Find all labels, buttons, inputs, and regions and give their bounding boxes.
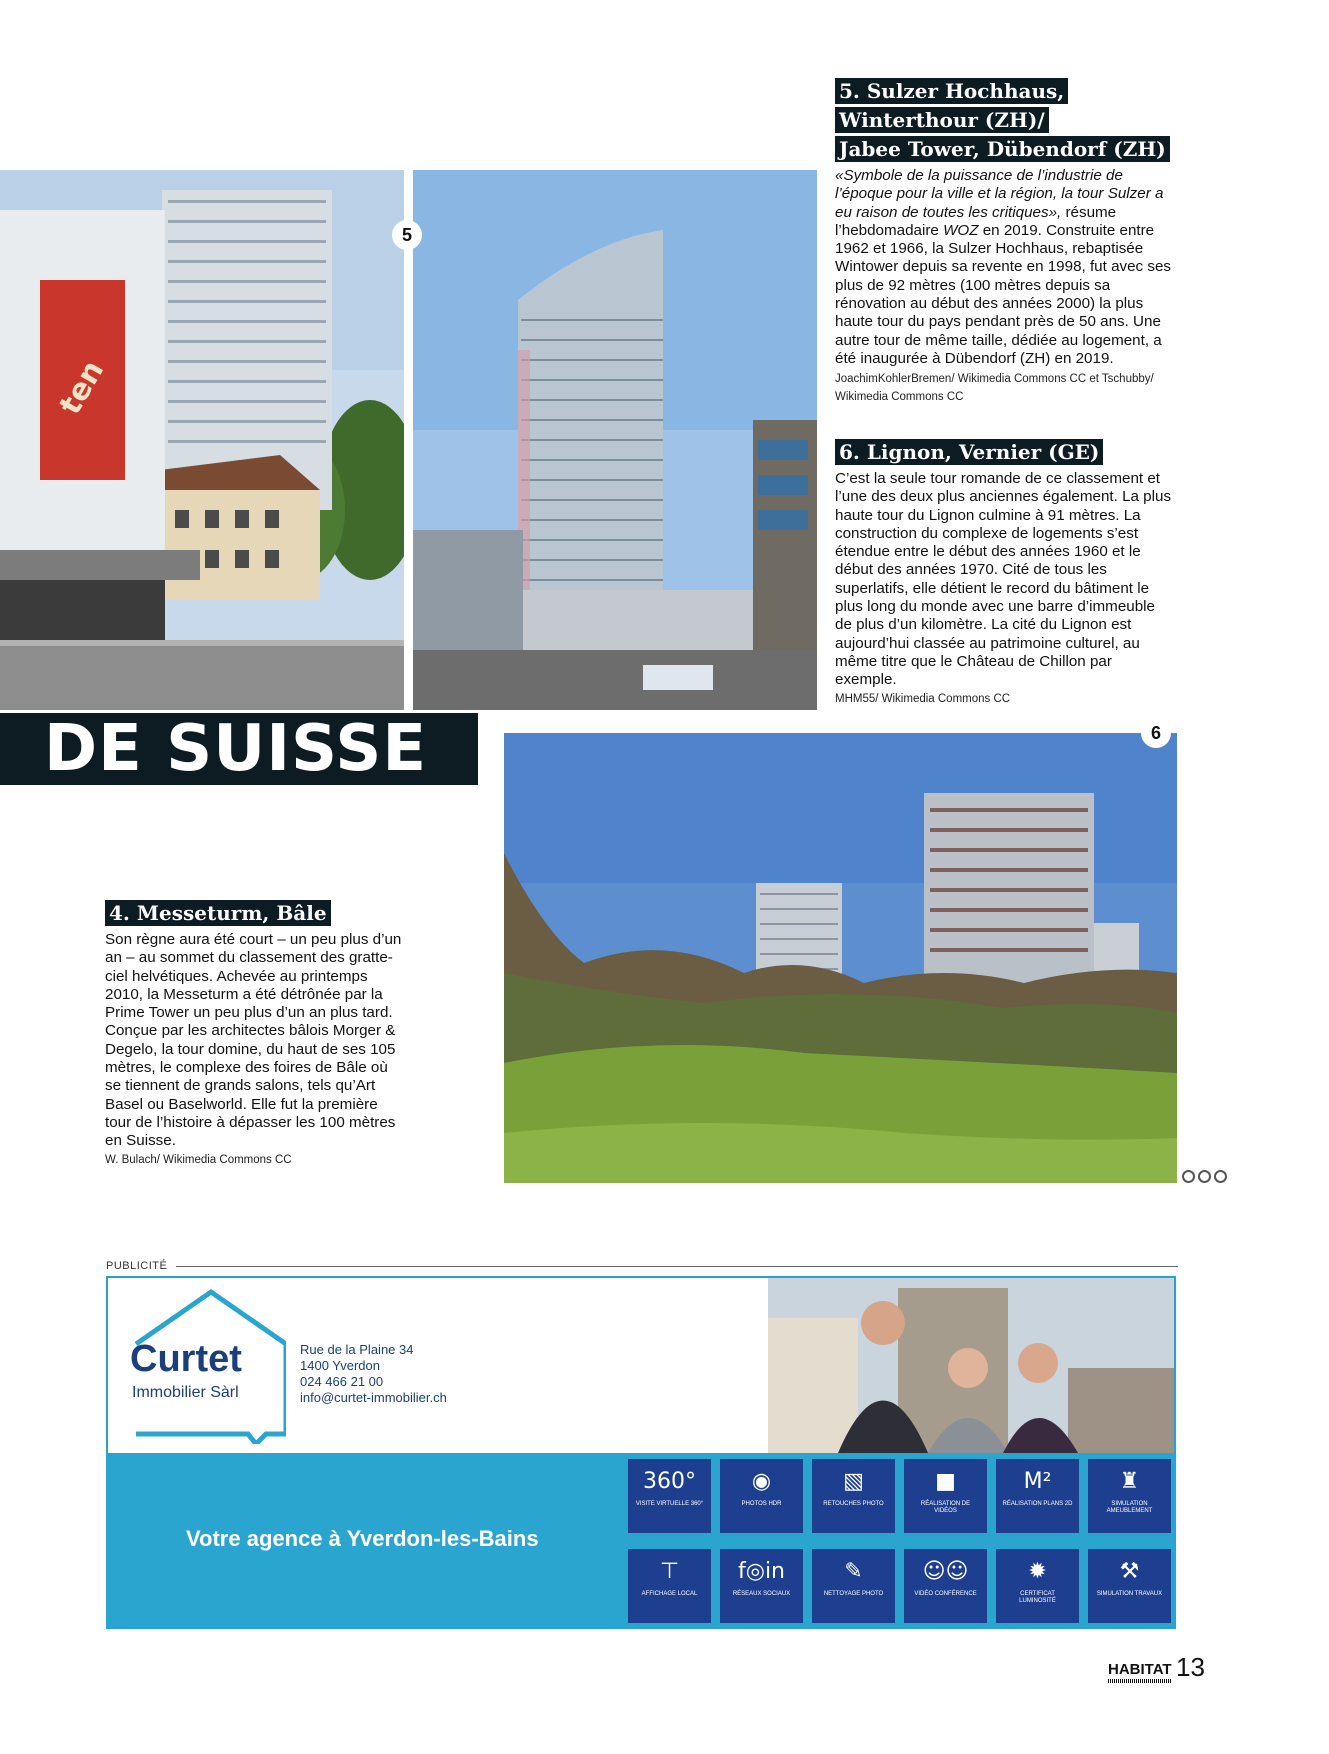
address-line: Rue de la Plaine 34 [300, 1342, 414, 1357]
service-tile-label: PHOTOS HDR [741, 1501, 782, 1507]
section-5-body [835, 167, 1175, 368]
photo-jabee-tower [413, 170, 817, 710]
photo-retouch-icon: ▧ [843, 1469, 864, 1494]
social-icon: f◎in [738, 1559, 785, 1584]
section-4-title-text: 4. Messeturm, Bâle [105, 900, 331, 926]
sign-icon: ⊤ [659, 1559, 680, 1584]
ad-tagline: Votre agence à Yverdon-les-Bains [186, 1526, 539, 1551]
service-tile [996, 1459, 1079, 1533]
section-6-title-text: 6. Lignon, Vernier (GE) [835, 439, 1103, 465]
section-4-title [105, 900, 405, 929]
360-icon: 360° [643, 1469, 696, 1494]
service-tile [904, 1549, 987, 1623]
company-subtitle: Immobilier Sàrl [132, 1384, 239, 1401]
section-6-credit: MHM55/ Wikimedia Commons CC [835, 692, 1011, 705]
svg-text:ten: ten [52, 354, 112, 421]
video-camera-icon: ■ [935, 1469, 956, 1494]
service-tile [996, 1549, 1079, 1623]
advertisement-label: PUBLICITÉ [106, 1260, 168, 1272]
service-tile-label: SIMULATION AMEUBLEMENT [1106, 1501, 1153, 1514]
chair-icon: ♜ [1119, 1469, 1140, 1494]
section-4-body: Son règne aura été court – un peu plus d’un an – au sommet du classement des gratte-ciel helvétiques. Achevée au printemps 2010, la Messeturm a été détrônée par la Prime Tower un peu plus d’un an plus tard. Conçue par les architectes bâlois Morger & Degelo, la tour domine, du haut de ses 105 mètres, le complexe des foires de Bâle où se tiennent de grands salons, tels qu’Art Basel ou Baselworld. Elle fut la première tour de l’histoire à dépasser les 100 mètres en Suisse. [105, 931, 402, 1150]
service-tile-label: AFFICHAGE LOCAL [641, 1591, 698, 1597]
section-6-body: C’est la seule tour romande de ce classement et l’une des deux plus anciennes également. La plus haute tour du Lignon culmine à 91 mètres. La construction du complexe de logements s’est étendue entre le début des années 1960 et le début des années 1970. Cité de tous les superlatifs, elle détient le record du bâtiment le plus long du monde avec une barre d’immeuble de plus d’un kilomètre. La cité du Lignon est aujourd’hui classée au patrimoine culturel, au même titre que le Château de Chillon par exemple. [835, 470, 1172, 689]
address-line: 1400 Yverdon [300, 1358, 380, 1373]
service-tile-label: NETTOYAGE PHOTO [823, 1591, 884, 1597]
email-address: info@curtet-immobilier.ch [300, 1390, 447, 1405]
section-5-title-line: Jabee Tower, Dübendorf (ZH) [835, 136, 1170, 162]
service-tile [904, 1459, 987, 1533]
brand-barcode [1108, 1679, 1172, 1683]
photo-lignon [504, 733, 1177, 1183]
section-4-credit: W. Bulach/ Wikimedia Commons CC [105, 1153, 292, 1166]
continuation-dots-icon [1182, 1170, 1227, 1183]
team-photo [768, 1278, 1176, 1453]
services-grid [624, 1453, 1176, 1629]
section-6 [835, 439, 1175, 708]
photo-number-badge-5: 5 [392, 220, 422, 250]
service-tile [1088, 1549, 1171, 1623]
section-5-title-line: 5. Sulzer Hochhaus, [835, 78, 1068, 104]
service-tile-label: RETOUCHES PHOTO [823, 1501, 884, 1507]
service-tile-label: SIMULATION TRAVAUX [1096, 1591, 1163, 1597]
service-tile [720, 1459, 803, 1533]
service-tile-label: CERTIFICAT LUMINOSITÉ [1019, 1591, 1056, 1604]
service-tile [812, 1459, 895, 1533]
section-5-credit: JoachimKohlerBremen/ Wikimedia Commons CC et Tschubby/ Wikimedia Commons CC [835, 373, 1154, 404]
service-tile [812, 1549, 895, 1623]
service-tile [1088, 1459, 1171, 1533]
advertisement-divider [176, 1266, 1178, 1267]
service-tile [720, 1549, 803, 1623]
sun-icon: ✹ [1028, 1559, 1047, 1584]
headline-band [0, 713, 478, 785]
camera-icon: ◉ [751, 1469, 772, 1494]
page-number: 13 [1176, 1652, 1205, 1682]
advertisement-curtet[interactable] [106, 1276, 1176, 1629]
service-tile-label: VISITE VIRTUELLE 360° [635, 1501, 704, 1507]
service-tile-label: VIDÉO CONFÉRENCE [914, 1591, 977, 1597]
section-4 [105, 900, 405, 1169]
service-tile [628, 1459, 711, 1533]
service-tile-label: RÉSEAUX SOCIAUX [732, 1591, 791, 1597]
video-conference-icon: ☺☺ [922, 1559, 969, 1584]
hammer-icon: ⚒ [1119, 1559, 1140, 1584]
cleaning-icon: ✎ [844, 1559, 863, 1584]
phone-number: 024 466 21 00 [300, 1374, 384, 1389]
section-5-title-line: Winterthour (ZH)/ [835, 107, 1049, 133]
section-5-quote: «Symbole de la puissance de l’industrie de l’époque pour la ville et la région, la tour Sulzer a eu raison de toutes les critiques», [835, 167, 1164, 221]
section-5-body-part: en 2019. Construite entre 1962 et 1966, la Sulzer Hochhaus, rebaptisée Wintower depuis sa revente en 1998, fut avec ses plus de 92 mètres (100 mètres depuis sa rénovation au début des années 2000) la plus haute tour du pays pendant près de 50 ans. Une autre tour de même taille, dédiée au logement, a été inaugurée à Dübendorf (ZH) en 2019. [835, 221, 1172, 367]
headline-text: DE SUISSE [44, 712, 428, 786]
floor-plan-icon: M² [1023, 1469, 1052, 1494]
section-5-title [835, 78, 1175, 165]
photo-number-badge-6: 6 [1141, 718, 1171, 748]
photo-messeturm [0, 170, 404, 710]
company-name: Curtet [130, 1338, 242, 1380]
section-6-title [835, 439, 1175, 468]
service-tile [628, 1549, 711, 1623]
magazine-brand: HABITAT [1108, 1661, 1172, 1678]
section-5-woz: WOZ [943, 221, 979, 239]
service-tile-label: RÉALISATION PLANS 2D [1002, 1501, 1073, 1507]
service-tile-label: RÉALISATION DE VIDÉOS [920, 1501, 971, 1514]
section-5-body-part: résume l’hebdomadaire [835, 203, 1117, 239]
section-5 [835, 78, 1175, 406]
